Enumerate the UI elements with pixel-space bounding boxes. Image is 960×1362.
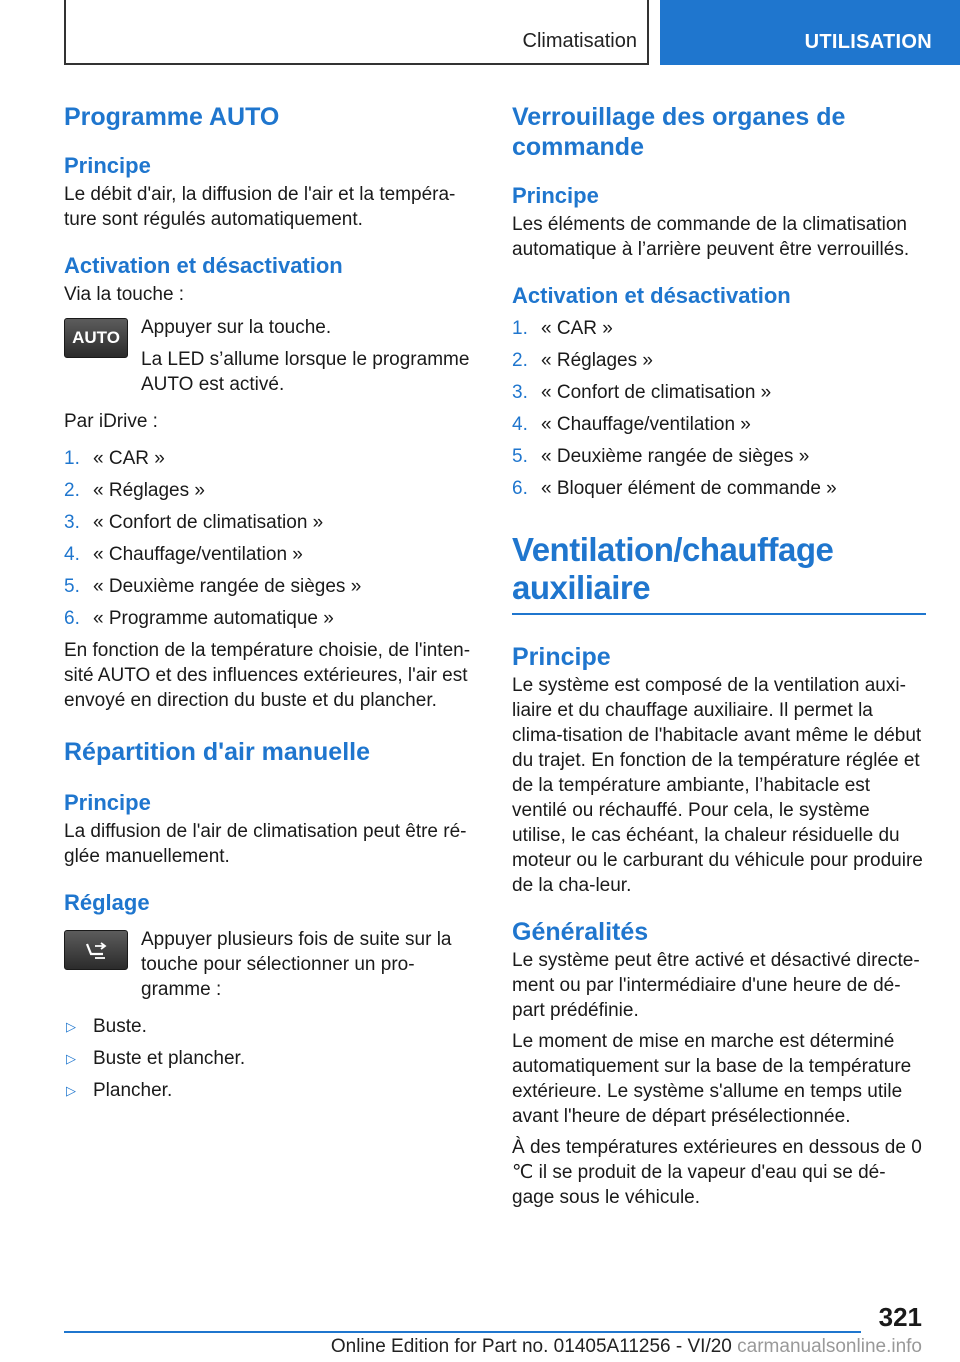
title-rule (512, 613, 926, 615)
list-item: 1. « CAR » (512, 318, 613, 339)
auto-button-icon: AUTO (64, 318, 128, 358)
auto-button-text1: Appuyer sur la touche. (141, 317, 332, 338)
triangle-bullet-icon: ▷ (66, 1051, 76, 1066)
generalites-text3: À des températures extérieures en dessous de 0 ℃ il se produit de la vapeur d'eau qui se dé‐gage sous le véhicule. (512, 1137, 922, 1208)
par-idrive-text: Par iDrive : (64, 411, 158, 432)
list-item: 6. « Programme automatique » (64, 608, 334, 629)
auto-result-text: En fonction de la température choisie, de l'inten‐sité AUTO et des influences extérieures, l'air est envoyé en direction du buste et du plancher. (64, 640, 471, 711)
vent-principe-text: Le système est composé de la ventilation auxi‐liaire et du chauffage auxiliaire. Il permet la clima‐tisation de l'habitacle avant même le début du trajet. En fonction de la température réglée et de la température ambiante, l’habitacle est ventilé ou réchauffé. Pour cela, le système utilise, le cas échéant, la chaleur résiduelle du moteur ou le carburant du véhicule pour produire de la cha‐leur. (512, 675, 923, 896)
auto-principe-heading: Principe (64, 153, 151, 178)
manual-principe-heading: Principe (64, 790, 151, 815)
section-title: Climatisation (522, 30, 637, 52)
list-item: 3. « Confort de climatisation » (512, 382, 772, 403)
list-item: ▷ Buste et plancher. (66, 1048, 246, 1069)
footer-rule (64, 1331, 861, 1333)
footer-edition: Online Edition for Part no. 01405A11256 - VI/20 carmanualsonline.info (330, 1336, 922, 1357)
ventilation-title: Ventilation/chauffage auxiliaire (512, 531, 834, 606)
generalites-text2: Le moment de mise en marche est déterminé automatiquement sur la base de la température extérieure. Le système s'allume en temps utile avant l'heure de départ présélectionnée. (512, 1031, 912, 1127)
page-number: 321 (878, 1302, 922, 1332)
generalites-heading: Généralités (512, 918, 649, 946)
auto-program-title: Programme AUTO (64, 103, 280, 131)
auto-button-text2-part: La LED s’allume lorsque le programme AUTO est activé. (141, 349, 470, 395)
header-frame (64, 0, 649, 65)
right-column (512, 102, 926, 1216)
auto-principe-text: Le débit d'air, la diffusion de l'air et la tempéra‐ture sont régulés automatiquement. (64, 184, 456, 230)
seat-airflow-icon (81, 940, 111, 960)
list-item: 3. « Confort de climatisation » (64, 512, 324, 533)
vent-principe-heading: Principe (512, 643, 611, 671)
lock-controls-title: Verrouillage des organes de commande (512, 103, 846, 161)
list-item: 1. « CAR » (64, 448, 165, 469)
list-item: ▷ Buste. (66, 1016, 147, 1037)
lock-idrive-steps (512, 316, 926, 501)
reglage-heading: Réglage (64, 890, 150, 915)
lock-principe-text: Les éléments de commande de la climatisation automatique à l’arrière peuvent être verrouillés. (512, 214, 910, 260)
list-item: 4. « Chauffage/ventilation » (64, 544, 303, 565)
manual-distribution-title: Répartition d'air manuelle (64, 738, 371, 766)
manual-principe-text: La diffusion de l'air de climatisation peut être ré‐glée manuellement. (64, 821, 467, 867)
auto-button-instruction (64, 315, 478, 397)
list-item: 6. « Bloquer élément de commande » (512, 478, 837, 499)
left-column (64, 102, 478, 1110)
distribution-button-instruction (64, 927, 478, 1002)
list-item: 2. « Réglages » (64, 480, 205, 501)
list-item: ▷ Plancher. (66, 1080, 173, 1101)
auto-activation-heading: Activation et désactivation (64, 253, 343, 278)
lock-principe-heading: Principe (512, 183, 599, 208)
chapter-tab[interactable] (660, 0, 960, 65)
list-item: 5. « Deuxième rangée de sièges » (64, 576, 362, 597)
lock-activation-heading: Activation et désactivation (512, 283, 791, 308)
triangle-bullet-icon: ▷ (66, 1019, 76, 1034)
list-item: 4. « Chauffage/ventilation » (512, 414, 751, 435)
via-touche-text: Via la touche : (64, 284, 185, 305)
watermark: carmanualsonline.info (737, 1336, 922, 1357)
reglage-text: Appuyer plusieurs fois de suite sur la touche pour sélectionner un pro‐gramme : (141, 929, 452, 1000)
auto-idrive-steps (64, 446, 478, 631)
triangle-bullet-icon: ▷ (66, 1083, 76, 1098)
list-item: 2. « Réglages » (512, 350, 653, 371)
list-item: 5. « Deuxième rangée de sièges » (512, 446, 810, 467)
chapter-tab-label: UTILISATION (804, 31, 932, 53)
generalites-text1: Le système peut être activé et désactivé directe‐ment ou par l'intermédiaire d'une heure de dé‐part prédéfinie. (512, 950, 920, 1021)
air-distribution-icon (64, 930, 128, 970)
distribution-programs (64, 1014, 478, 1103)
